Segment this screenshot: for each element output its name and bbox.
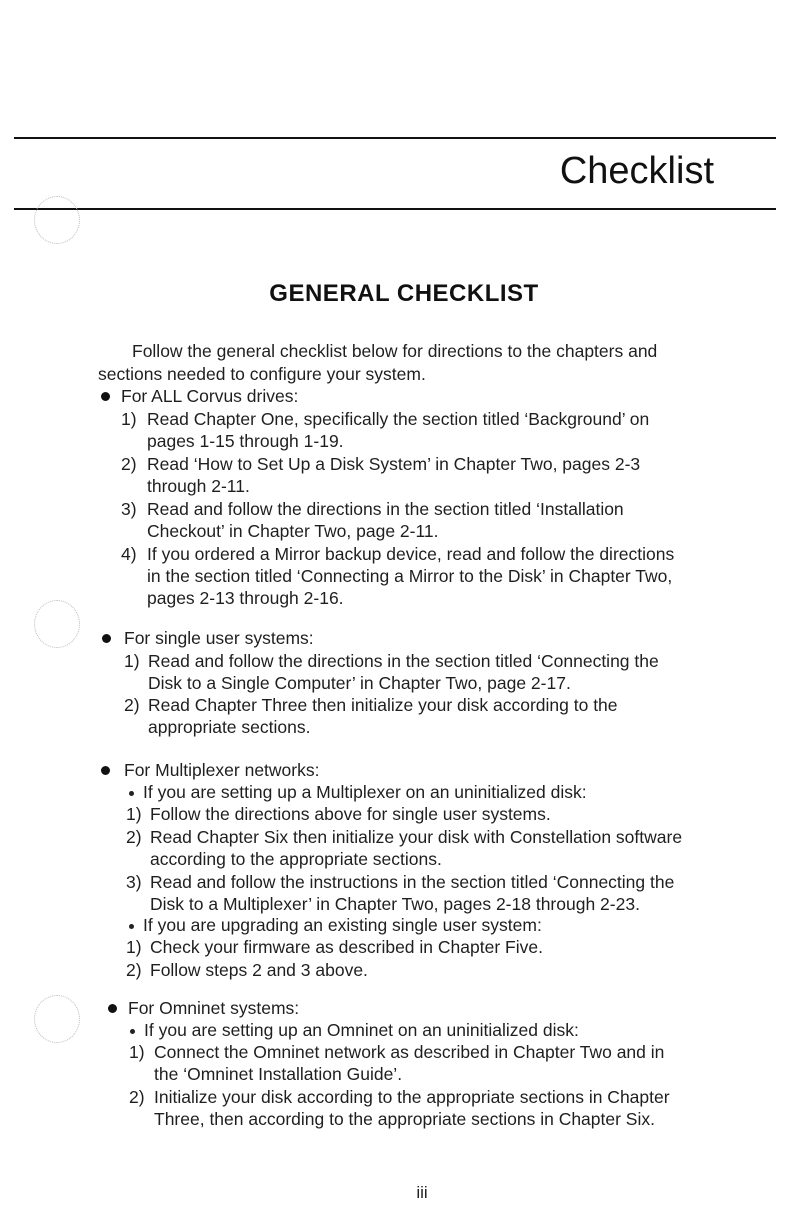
bullet-icon bbox=[102, 634, 111, 643]
step-number: 3) bbox=[126, 872, 142, 892]
step-text: appropriate sections. bbox=[148, 717, 311, 737]
step-number: 1) bbox=[121, 409, 137, 429]
step-text: Read Chapter Six then initialize your disk with Constellation software bbox=[150, 827, 683, 847]
step-text: in the section titled ‘Connecting a Mirror to the Disk’ in Chapter Two, bbox=[147, 566, 673, 586]
bullet-icon bbox=[101, 392, 110, 401]
step-text: Read Chapter Three then initialize your disk according to the bbox=[148, 695, 618, 715]
group-label-all-drives: For ALL Corvus drives: bbox=[121, 386, 299, 406]
step-number: 2) bbox=[126, 960, 142, 980]
bullet-icon bbox=[101, 766, 110, 775]
step-number: 1) bbox=[126, 937, 142, 957]
step-text: Read Chapter One, specifically the section titled ‘Background’ on bbox=[147, 409, 650, 429]
sub-bullet-icon bbox=[130, 1029, 135, 1034]
step-text: Follow the directions above for single user systems. bbox=[150, 804, 551, 824]
step-text: Initialize your disk according to the appropriate sections in Chapter bbox=[154, 1087, 670, 1107]
step-number: 2) bbox=[124, 695, 140, 715]
step-text: Three, then according to the appropriate sections in Chapter Six. bbox=[154, 1109, 655, 1129]
step-number: 1) bbox=[126, 804, 142, 824]
sub-bullet-icon bbox=[129, 924, 134, 929]
step-text: according to the appropriate sections. bbox=[150, 849, 442, 869]
bullet-icon bbox=[108, 1004, 117, 1013]
group-label-multiplexer: For Multiplexer networks: bbox=[124, 760, 320, 780]
step-text: Read ‘How to Set Up a Disk System’ in Chapter Two, pages 2-3 bbox=[147, 454, 641, 474]
step-text: Connect the Omninet network as described in Chapter Two and in bbox=[154, 1042, 665, 1062]
sub-group-label: If you are upgrading an existing single user system: bbox=[143, 915, 542, 935]
header-rule-bottom bbox=[14, 208, 776, 210]
step-text: Checkout’ in Chapter Two, page 2-11. bbox=[147, 521, 439, 541]
step-number: 2) bbox=[129, 1087, 145, 1107]
sub-bullet-icon bbox=[129, 791, 134, 796]
step-text: pages 1-15 through 1-19. bbox=[147, 431, 344, 451]
page-number: iii bbox=[416, 1183, 428, 1202]
group-label-single-user: For single user systems: bbox=[124, 628, 314, 648]
step-number: 2) bbox=[126, 827, 142, 847]
step-text: Check your firmware as described in Chapter Five. bbox=[150, 937, 543, 957]
step-text: Disk to a Single Computer’ in Chapter Two, page 2-17. bbox=[148, 673, 571, 693]
step-text: Read and follow the instructions in the section titled ‘Connecting the bbox=[150, 872, 675, 892]
scan-artifact bbox=[34, 600, 80, 648]
step-number: 1) bbox=[124, 651, 140, 671]
section-heading: GENERAL CHECKLIST bbox=[269, 280, 539, 307]
intro-line: sections needed to configure your system. bbox=[98, 364, 426, 384]
sub-group-label: If you are setting up a Multiplexer on an uninitialized disk: bbox=[143, 782, 587, 802]
step-text: pages 2-13 through 2-16. bbox=[147, 588, 344, 608]
step-text: Read and follow the directions in the section titled ‘Installation bbox=[147, 499, 624, 519]
sub-group-label: If you are setting up an Omninet on an uninitialized disk: bbox=[144, 1020, 579, 1040]
group-label-omninet: For Omninet systems: bbox=[128, 998, 300, 1018]
step-number: 4) bbox=[121, 544, 137, 564]
step-text: Follow steps 2 and 3 above. bbox=[150, 960, 368, 980]
step-text: through 2-11. bbox=[147, 476, 250, 496]
step-text: If you ordered a Mirror backup device, read and follow the directions bbox=[147, 544, 675, 564]
step-text: Disk to a Multiplexer’ in Chapter Two, pages 2-18 through 2-23. bbox=[150, 894, 640, 914]
step-number: 3) bbox=[121, 499, 137, 519]
intro-line: Follow the general checklist below for directions to the chapters and bbox=[132, 341, 658, 361]
scan-artifact bbox=[34, 995, 80, 1043]
step-text: Read and follow the directions in the section titled ‘Connecting the bbox=[148, 651, 659, 671]
step-number: 2) bbox=[121, 454, 137, 474]
step-number: 1) bbox=[129, 1042, 145, 1062]
page-title: Checklist bbox=[559, 150, 714, 192]
scan-artifact bbox=[34, 196, 80, 244]
step-text: the ‘Omninet Installation Guide’. bbox=[154, 1064, 403, 1084]
header-rule-top bbox=[14, 137, 776, 139]
